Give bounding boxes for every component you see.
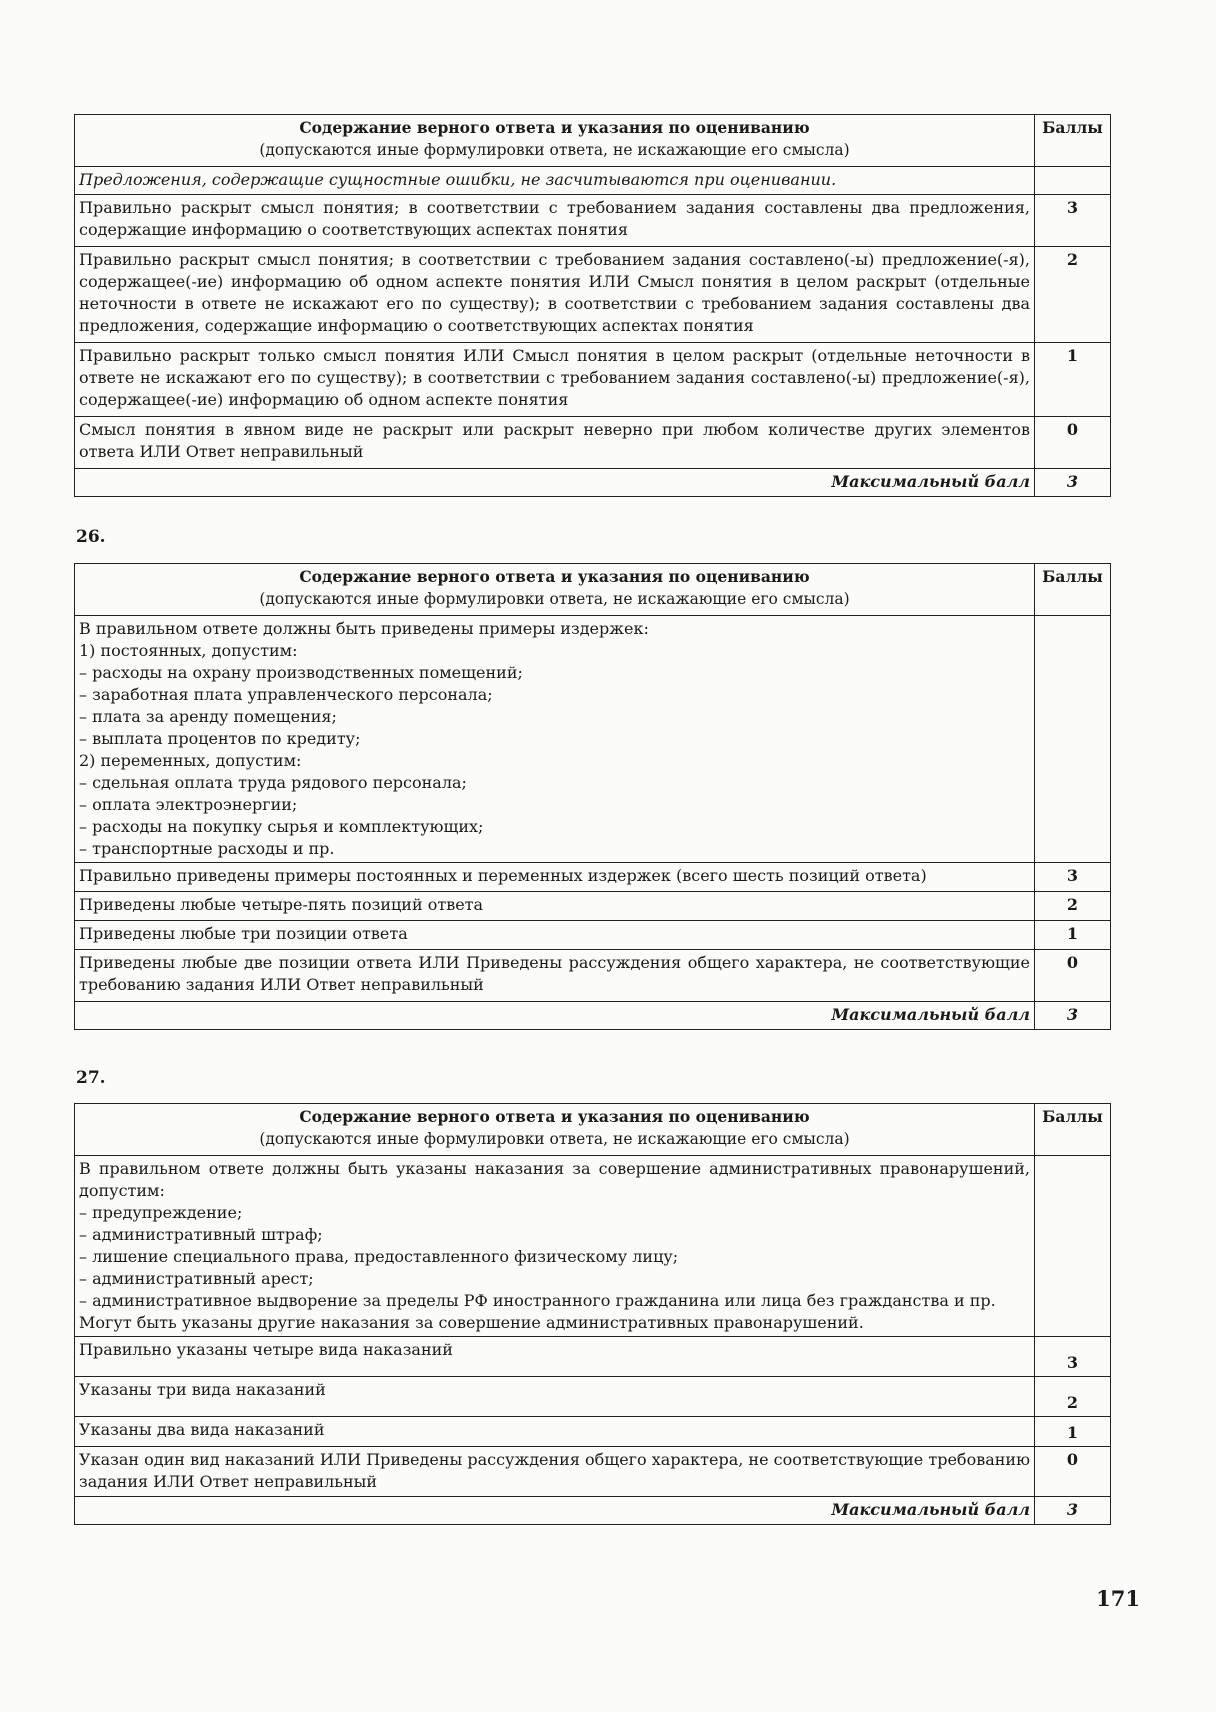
max-score-value: 3 <box>1035 469 1111 497</box>
points-cell: 3 <box>1035 195 1111 247</box>
content-line: – лишение специального права, предоставленного физическому лицу; <box>79 1247 679 1266</box>
criteria-text: Приведены любые три позиции ответа <box>75 921 1035 950</box>
content-line: – административный штраф; <box>79 1225 323 1244</box>
table-header <box>75 115 1111 167</box>
answer-content-row <box>75 1156 1111 1337</box>
max-score-value: 3 <box>1035 1497 1111 1525</box>
content-line: – транспортные расходы и пр. <box>79 839 335 858</box>
max-score-row <box>75 469 1111 497</box>
max-score-value: 3 <box>1035 1002 1111 1030</box>
content-line: – сдельная оплата труда рядового персонала; <box>79 773 467 792</box>
max-score-label: Максимальный балл <box>75 1002 1035 1030</box>
header-points: Баллы <box>1035 115 1111 167</box>
points-cell: 2 <box>1035 1377 1111 1417</box>
answer-content <box>75 616 1035 863</box>
content-line: – плата за аренду помещения; <box>79 707 337 726</box>
content-line: – расходы на охрану производственных помещений; <box>79 663 523 682</box>
table-header <box>75 564 1111 616</box>
criteria-text: Приведены любые четыре-пять позиций ответа <box>75 892 1035 921</box>
points-cell <box>1035 1156 1111 1337</box>
header-subtitle: (допускаются иные формулировки ответа, не искажающие его смысла) <box>259 141 850 159</box>
answer-content-row <box>75 616 1111 863</box>
max-score-row <box>75 1497 1111 1525</box>
header-title: Содержание верного ответа и указания по оцениванию <box>299 1107 810 1126</box>
task-number-26: 26. <box>76 527 106 547</box>
content-line: В правильном ответе должны быть приведены примеры издержек: <box>79 619 649 638</box>
page-number: 171 <box>1096 1586 1140 1611</box>
header-content <box>75 1104 1035 1156</box>
header-title: Содержание верного ответа и указания по оцениванию <box>299 118 810 137</box>
header-title: Содержание верного ответа и указания по оцениванию <box>299 567 810 586</box>
max-score-label: Максимальный балл <box>75 1497 1035 1525</box>
max-score-row <box>75 1002 1111 1030</box>
points-cell: 3 <box>1035 863 1111 892</box>
grading-table-25 <box>74 114 1111 497</box>
criteria-text: Правильно приведены примеры постоянных и переменных издержек (всего шесть позиций ответа) <box>75 863 1035 892</box>
header-points: Баллы <box>1035 1104 1111 1156</box>
table-row <box>75 950 1111 1002</box>
criteria-text: Указан один вид наказаний ИЛИ Приведены рассуждения общего характера, не соответствующие требованию задания ИЛИ Ответ неправильный <box>75 1447 1035 1497</box>
max-score-label: Максимальный балл <box>75 469 1035 497</box>
header-subtitle: (допускаются иные формулировки ответа, не искажающие его смысла) <box>259 590 850 608</box>
criteria-text: Указаны два вида наказаний <box>75 1417 1035 1447</box>
points-cell: 0 <box>1035 1447 1111 1497</box>
content-line: – заработная плата управленческого персонала; <box>79 685 493 704</box>
criteria-note: Предложения, содержащие сущностные ошибки, не засчитываются при оценивании. <box>75 167 1035 195</box>
table-row <box>75 1337 1111 1377</box>
criteria-text: Указаны три вида наказаний <box>75 1377 1035 1417</box>
table-row <box>75 1447 1111 1497</box>
table-row <box>75 1417 1111 1447</box>
content-line: В правильном ответе должны быть указаны наказания за совершение административных правонарушений, допустим: <box>79 1159 1030 1200</box>
grading-table-26 <box>74 563 1111 1030</box>
criteria-text: Приведены любые две позиции ответа ИЛИ Приведены рассуждения общего характера, не соответствующие требованию задания ИЛИ Ответ неправильный <box>75 950 1035 1002</box>
header-points: Баллы <box>1035 564 1111 616</box>
table-header <box>75 1104 1111 1156</box>
content-line: – выплата процентов по кредиту; <box>79 729 361 748</box>
task-number-27: 27. <box>76 1068 106 1088</box>
points-cell: 3 <box>1035 1337 1111 1377</box>
grading-table-27 <box>74 1103 1111 1525</box>
header-content <box>75 564 1035 616</box>
content-line: – расходы на покупку сырья и комплектующих; <box>79 817 484 836</box>
table-row <box>75 1377 1111 1417</box>
table-row <box>75 343 1111 417</box>
criteria-text: Правильно указаны четыре вида наказаний <box>75 1337 1035 1377</box>
points-cell <box>1035 167 1111 195</box>
table-row <box>75 417 1111 469</box>
content-line: 2) переменных, допустим: <box>79 751 302 770</box>
criteria-text: Правильно раскрыт смысл понятия; в соответствии с требованием задания составлено(-ы) предложение(-я), содержащее(-ие) информацию об одном аспекте понятия ИЛИ Смысл понятия в целом раскрыт (отдельные неточности в ответе не искажают его по существу); в соответствии с требованием задания составлены два предложения, содержащие информацию о соответствующих аспектах понятия <box>75 247 1035 343</box>
points-cell <box>1035 616 1111 863</box>
header-subtitle: (допускаются иные формулировки ответа, не искажающие его смысла) <box>259 1130 850 1148</box>
answer-content <box>75 1156 1035 1337</box>
criteria-text: Правильно раскрыт смысл понятия; в соответствии с требованием задания составлены два предложения, содержащие информацию о соответствующих аспектах понятия <box>75 195 1035 247</box>
table-row <box>75 921 1111 950</box>
table-row <box>75 167 1111 195</box>
points-cell: 0 <box>1035 417 1111 469</box>
table-row <box>75 247 1111 343</box>
criteria-text: Смысл понятия в явном виде не раскрыт или раскрыт неверно при любом количестве других элементов ответа ИЛИ Ответ неправильный <box>75 417 1035 469</box>
table-row <box>75 863 1111 892</box>
content-line: – предупреждение; <box>79 1203 243 1222</box>
criteria-text: Правильно раскрыт только смысл понятия ИЛИ Смысл понятия в целом раскрыт (отдельные неточности в ответе не искажают его по существу); в соответствии с требованием задания составлено(-ы) предложение(-я), содержащее(-ие) информацию об одном аспекте понятия <box>75 343 1035 417</box>
content-line: – оплата электроэнергии; <box>79 795 298 814</box>
points-cell: 1 <box>1035 1417 1111 1447</box>
content-line: 1) постоянных, допустим: <box>79 641 298 660</box>
content-line: Могут быть указаны другие наказания за совершение административных правонарушений. <box>79 1313 864 1332</box>
content-line: – административное выдворение за пределы РФ иностранного гражданина или лица без гражданства и пр. <box>79 1291 996 1310</box>
table-row <box>75 195 1111 247</box>
points-cell: 2 <box>1035 892 1111 921</box>
points-cell: 2 <box>1035 247 1111 343</box>
header-content <box>75 115 1035 167</box>
table-row <box>75 892 1111 921</box>
content-line: – административный арест; <box>79 1269 314 1288</box>
points-cell: 1 <box>1035 343 1111 417</box>
points-cell: 0 <box>1035 950 1111 1002</box>
points-cell: 1 <box>1035 921 1111 950</box>
